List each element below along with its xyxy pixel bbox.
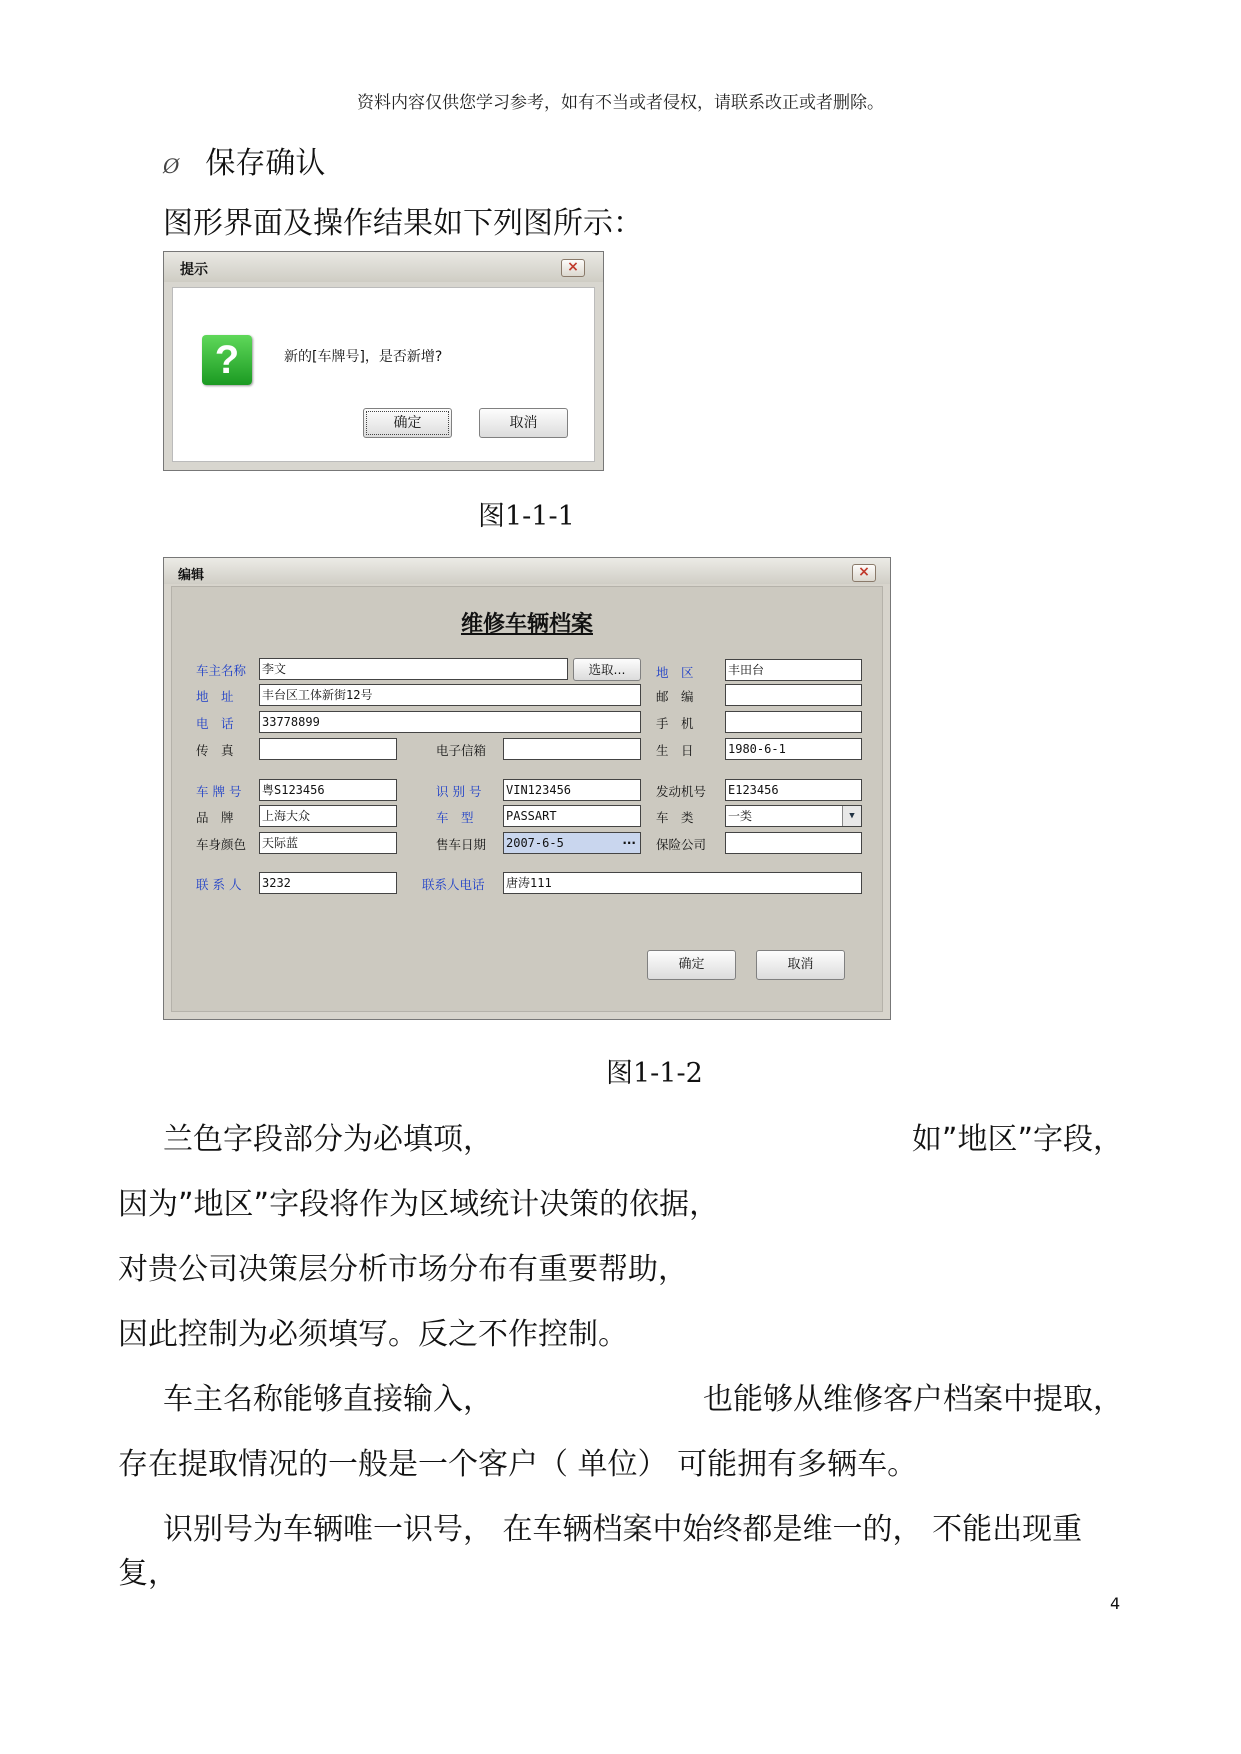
contact-label: 联 系 人 — [196, 877, 242, 892]
sale-date-field[interactable] — [503, 832, 641, 854]
paragraph-7-text: 识别号为车辆唯一识号， 在车辆档案中始终都是维一的， 不能出现重复， — [118, 1512, 1083, 1591]
cancel-button[interactable]: 取消 — [756, 950, 845, 980]
cancel-button[interactable]: 取消 — [479, 408, 568, 438]
paragraph-1 — [118, 1114, 1123, 1158]
birthday-label: 生 日 — [656, 743, 694, 758]
engine-label: 发动机号 — [656, 784, 707, 799]
category-value: 一类 — [728, 809, 753, 823]
ok-button[interactable]: 确定 — [363, 408, 452, 438]
dialog-titlebar — [164, 558, 890, 584]
select-button[interactable]: 选取... — [573, 658, 641, 681]
owner-name-label: 车主名称 — [196, 663, 247, 678]
postcode-field[interactable] — [725, 684, 862, 706]
email-label: 电子信箱 — [436, 743, 487, 758]
mobile-label: 手 机 — [656, 716, 694, 731]
model-field[interactable]: PASSART — [503, 805, 641, 827]
form-body — [171, 586, 883, 1012]
owner-name-field[interactable]: 李文 — [259, 658, 568, 680]
bullet-text: 保存确认 — [205, 146, 326, 181]
dialog-message: 新的[车牌号]，是否新增? — [284, 349, 443, 365]
vin-field[interactable]: VIN123456 — [503, 779, 641, 801]
dialog-body — [172, 287, 595, 462]
paragraph-1-left: 兰色字段部分为必填项， — [163, 1122, 493, 1157]
close-icon[interactable]: × — [852, 564, 876, 582]
color-label: 车身颜色 — [196, 837, 247, 852]
vin-label: 识 别 号 — [436, 784, 482, 799]
mobile-field[interactable] — [725, 711, 862, 733]
district-label: 地 区 — [656, 665, 694, 680]
category-label: 车 类 — [656, 810, 694, 825]
ok-button[interactable]: 确定 — [647, 950, 736, 980]
paragraph-7 — [118, 1504, 1123, 1592]
address-label: 地 址 — [196, 689, 234, 704]
contact-phone-field[interactable]: 唐涛111 — [503, 872, 862, 894]
insurer-label: 保险公司 — [656, 837, 707, 852]
sale-date-value: 2007-6-5 — [506, 836, 564, 850]
bullet-heading — [163, 138, 325, 182]
contact-phone-label: 联系人电话 — [422, 877, 485, 892]
model-label: 车 型 — [436, 810, 474, 825]
birthday-field[interactable]: 1980-6-1 — [725, 738, 862, 760]
insurer-field[interactable] — [725, 832, 862, 854]
confirm-dialog — [163, 251, 604, 471]
sale-date-label: 售车日期 — [436, 837, 487, 852]
fax-field[interactable] — [259, 738, 397, 760]
brand-label: 品 牌 — [196, 810, 234, 825]
form-title: 维修车辆档案 — [460, 611, 593, 637]
dialog-titlebar — [164, 252, 603, 282]
color-field[interactable]: 天际蓝 — [259, 832, 397, 854]
brand-field[interactable]: 上海大众 — [259, 805, 397, 827]
paragraph-5-right: 也能够从维修客户档案中提取， — [703, 1382, 1123, 1417]
paragraph-3: 对贵公司决策层分析市场分布有重要帮助， — [118, 1252, 688, 1287]
phone-label: 电 话 — [196, 716, 234, 731]
fax-label: 传 真 — [196, 743, 234, 758]
phone-field[interactable]: 33778899 — [259, 711, 641, 733]
ellipsis-icon[interactable]: ··· — [622, 836, 636, 850]
plate-label: 车 牌 号 — [196, 784, 242, 799]
close-icon[interactable]: × — [561, 259, 585, 277]
chevron-down-icon[interactable]: ▼ — [842, 806, 861, 826]
paragraph-4: 因此控制为必须填写。反之不作控制。 — [118, 1317, 628, 1352]
plate-field[interactable]: 粤S123456 — [259, 779, 397, 801]
paragraph-1-right: 如”地区”字段， — [911, 1122, 1123, 1157]
bullet-glyph: Ø — [163, 154, 180, 178]
vehicle-record-dialog — [163, 557, 891, 1020]
address-field[interactable]: 丰台区工体新街12号 — [259, 684, 641, 706]
page-number: 4 — [1110, 1594, 1121, 1613]
figure-caption-2: 图1-1-2 — [606, 1058, 703, 1089]
email-field[interactable] — [503, 738, 641, 760]
postcode-label: 邮 编 — [656, 689, 694, 704]
header-note: 资料内容仅供您学习参考，如有不当或者侵权，请联系改正或者删除。 — [357, 93, 884, 113]
engine-field[interactable]: E123456 — [725, 779, 862, 801]
paragraph-5 — [118, 1374, 1123, 1418]
paragraph-2: 因为”地区”字段将作为区域统计决策的依据， — [118, 1187, 720, 1222]
dialog-title: 提示 — [180, 262, 208, 278]
question-icon: ? — [202, 335, 252, 385]
category-select[interactable] — [725, 805, 862, 827]
paragraph-6: 存在提取情况的一般是一个客户（ 单位） 可能拥有多辆车。 — [118, 1447, 918, 1482]
district-field[interactable]: 丰田台 — [725, 659, 862, 681]
dialog-title: 编辑 — [178, 568, 205, 583]
figure-caption-1: 图1-1-1 — [478, 501, 575, 532]
intro-text: 图形界面及操作结果如下列图所示： — [163, 206, 643, 241]
paragraph-5-left: 车主名称能够直接输入， — [163, 1382, 493, 1417]
contact-field[interactable]: 3232 — [259, 872, 397, 894]
